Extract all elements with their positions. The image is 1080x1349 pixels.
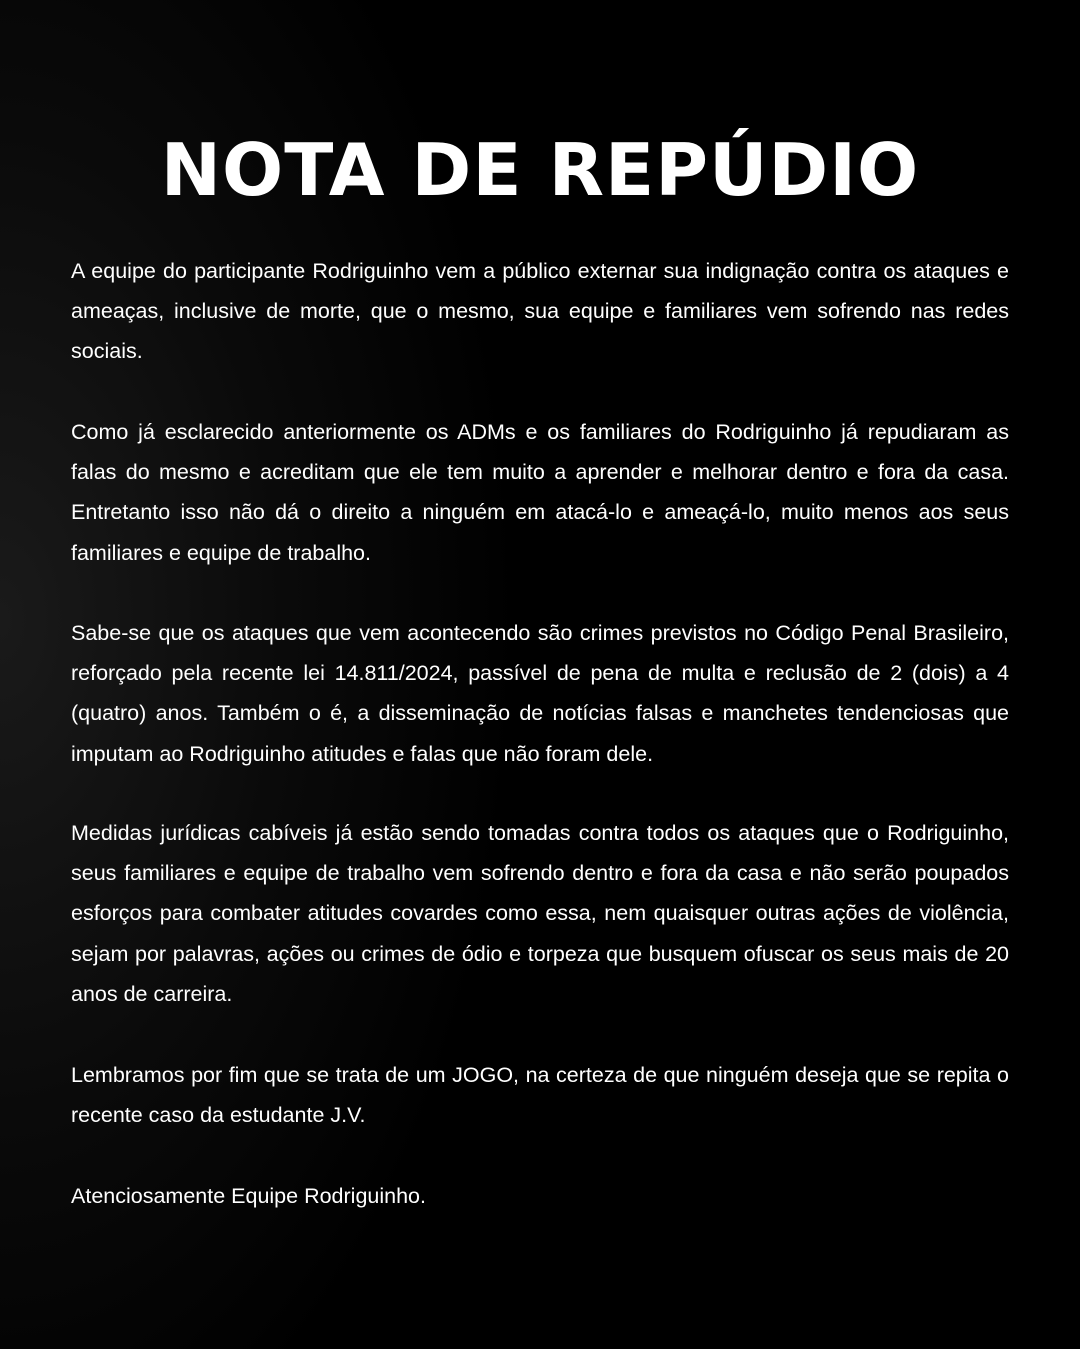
paragraph-reminder: Lembramos por fim que se trata de um JOGO, na certeza de que ninguém deseja que se repita o recente caso da estudante J.V. [71,1063,1009,1128]
paragraph-intro: A equipe do participante Rodriguinho vem a público externar sua indignação contra os ataques e ameaças, inclusive de morte, que o mesmo, sua equipe e familiares vem sofrendo nas redes sociais. [71,259,1009,364]
paragraph-legal-basis: Sabe-se que os ataques que vem acontecendo são crimes previstos no Código Penal Brasileiro, reforçado pela recente lei 14.811/2024, passível de pena de multa e reclusão de 2 (dois) a 4 (quatro) anos. Também o é, a disseminação de notícias falsas e manchetes tendenciosas que imputam ao Rodriguinho atitudes e falas que não foram dele. [71,621,1009,766]
page-title: NOTA DE REPÚDIO [160,128,920,212]
paragraph-legal-measures: Medidas jurídicas cabíveis já estão sendo tomadas contra todos os ataques que o Rodriguinho, seus familiares e equipe de trabalho vem sofrendo dentro e fora da casa e não serão poupados esforços para combater atitudes covardes como essa, nem quaisquer outras ações de violência, sejam por palavras, ações ou crimes de ódio e torpeza que busquem ofuscar os seus mais de 20 anos de carreira. [71,821,1009,1006]
signature-line: Atenciosamente Equipe Rodriguinho. [71,1184,426,1208]
paragraph-clarification: Como já esclarecido anteriormente os ADMs e os familiares do Rodriguinho já repudiaram as falas do mesmo e acreditam que ele tem muito a aprender e melhorar dentro e fora da casa. Entretanto isso não dá o direito a ninguém em atacá-lo e ameaçá-lo, muito menos aos seus familiares e equipe de trabalho. [71,420,1009,565]
